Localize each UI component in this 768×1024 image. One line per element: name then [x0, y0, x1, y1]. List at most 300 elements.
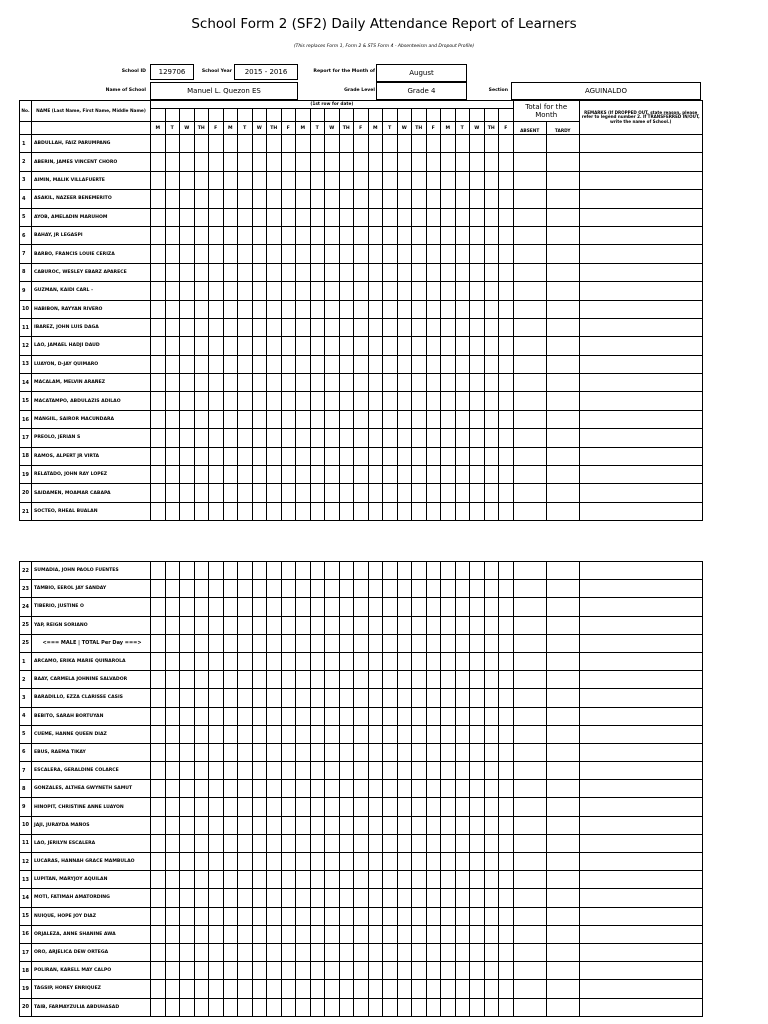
remarks-cell[interactable]: [579, 707, 702, 725]
attendance-cell[interactable]: [470, 962, 485, 980]
attendance-cell[interactable]: [325, 300, 340, 318]
attendance-cell[interactable]: [325, 171, 340, 189]
remarks-cell[interactable]: [579, 135, 702, 153]
attendance-cell[interactable]: [209, 245, 224, 263]
attendance-cell[interactable]: [368, 282, 383, 300]
attendance-cell[interactable]: [455, 780, 470, 798]
attendance-cell[interactable]: [426, 962, 441, 980]
attendance-cell[interactable]: [238, 780, 253, 798]
attendance-cell[interactable]: [296, 190, 311, 208]
attendance-cell[interactable]: [209, 598, 224, 616]
attendance-cell[interactable]: [238, 998, 253, 1016]
attendance-cell[interactable]: [412, 429, 427, 447]
tardy-total-cell[interactable]: [546, 652, 579, 670]
attendance-cell[interactable]: [441, 226, 456, 244]
attendance-cell[interactable]: [441, 998, 456, 1016]
attendance-cell[interactable]: [252, 943, 267, 961]
attendance-cell[interactable]: [354, 171, 369, 189]
attendance-cell[interactable]: [354, 962, 369, 980]
attendance-cell[interactable]: [368, 889, 383, 907]
remarks-cell[interactable]: [579, 447, 702, 465]
attendance-cell[interactable]: [499, 834, 514, 852]
attendance-cell[interactable]: [441, 762, 456, 780]
attendance-cell[interactable]: [470, 337, 485, 355]
attendance-cell[interactable]: [194, 153, 209, 171]
attendance-cell[interactable]: [238, 707, 253, 725]
attendance-cell[interactable]: [209, 889, 224, 907]
attendance-cell[interactable]: [339, 263, 354, 281]
attendance-cell[interactable]: [368, 208, 383, 226]
attendance-cell[interactable]: [426, 598, 441, 616]
attendance-cell[interactable]: [310, 725, 325, 743]
attendance-cell[interactable]: [441, 980, 456, 998]
absent-total-cell[interactable]: [513, 780, 546, 798]
attendance-cell[interactable]: [281, 208, 296, 226]
attendance-cell[interactable]: [151, 135, 166, 153]
attendance-cell[interactable]: [209, 689, 224, 707]
attendance-cell[interactable]: [165, 410, 180, 428]
attendance-cell[interactable]: [426, 634, 441, 652]
attendance-cell[interactable]: [368, 190, 383, 208]
attendance-cell[interactable]: [470, 725, 485, 743]
attendance-cell[interactable]: [441, 263, 456, 281]
attendance-cell[interactable]: [281, 798, 296, 816]
attendance-cell[interactable]: [310, 889, 325, 907]
attendance-cell[interactable]: [281, 889, 296, 907]
attendance-cell[interactable]: [441, 725, 456, 743]
attendance-cell[interactable]: [194, 466, 209, 484]
absent-total-cell[interactable]: [513, 925, 546, 943]
attendance-cell[interactable]: [267, 355, 282, 373]
attendance-cell[interactable]: [165, 907, 180, 925]
attendance-cell[interactable]: [325, 962, 340, 980]
attendance-cell[interactable]: [470, 263, 485, 281]
attendance-cell[interactable]: [223, 374, 238, 392]
attendance-cell[interactable]: [209, 962, 224, 980]
attendance-cell[interactable]: [426, 798, 441, 816]
attendance-cell[interactable]: [252, 355, 267, 373]
attendance-cell[interactable]: [397, 925, 412, 943]
attendance-cell[interactable]: [252, 962, 267, 980]
attendance-cell[interactable]: [281, 374, 296, 392]
attendance-cell[interactable]: [267, 282, 282, 300]
attendance-cell[interactable]: [499, 853, 514, 871]
attendance-cell[interactable]: [383, 337, 398, 355]
attendance-cell[interactable]: [151, 816, 166, 834]
attendance-cell[interactable]: [310, 780, 325, 798]
attendance-cell[interactable]: [194, 502, 209, 520]
attendance-cell[interactable]: [325, 671, 340, 689]
attendance-cell[interactable]: [296, 707, 311, 725]
attendance-cell[interactable]: [325, 226, 340, 244]
attendance-cell[interactable]: [441, 282, 456, 300]
attendance-cell[interactable]: [310, 282, 325, 300]
attendance-cell[interactable]: [354, 300, 369, 318]
attendance-cell[interactable]: [151, 410, 166, 428]
attendance-cell[interactable]: [180, 190, 195, 208]
attendance-cell[interactable]: [180, 743, 195, 761]
attendance-cell[interactable]: [165, 392, 180, 410]
tardy-total-cell[interactable]: [546, 925, 579, 943]
attendance-cell[interactable]: [180, 943, 195, 961]
attendance-cell[interactable]: [281, 392, 296, 410]
tardy-total-cell[interactable]: [546, 980, 579, 998]
attendance-cell[interactable]: [180, 853, 195, 871]
attendance-cell[interactable]: [368, 410, 383, 428]
attendance-cell[interactable]: [151, 634, 166, 652]
attendance-cell[interactable]: [325, 871, 340, 889]
attendance-cell[interactable]: [238, 484, 253, 502]
attendance-cell[interactable]: [223, 580, 238, 598]
attendance-cell[interactable]: [499, 337, 514, 355]
tardy-total-cell[interactable]: [546, 135, 579, 153]
attendance-cell[interactable]: [354, 725, 369, 743]
attendance-cell[interactable]: [397, 190, 412, 208]
tardy-total-cell[interactable]: [546, 410, 579, 428]
attendance-cell[interactable]: [455, 355, 470, 373]
attendance-cell[interactable]: [426, 484, 441, 502]
attendance-cell[interactable]: [281, 634, 296, 652]
attendance-cell[interactable]: [412, 226, 427, 244]
attendance-cell[interactable]: [383, 798, 398, 816]
attendance-cell[interactable]: [412, 355, 427, 373]
attendance-cell[interactable]: [426, 762, 441, 780]
attendance-cell[interactable]: [281, 135, 296, 153]
attendance-cell[interactable]: [455, 798, 470, 816]
attendance-cell[interactable]: [470, 153, 485, 171]
attendance-cell[interactable]: [267, 871, 282, 889]
absent-total-cell[interactable]: [513, 337, 546, 355]
attendance-cell[interactable]: [412, 671, 427, 689]
attendance-cell[interactable]: [426, 980, 441, 998]
remarks-cell[interactable]: [579, 429, 702, 447]
attendance-cell[interactable]: [209, 263, 224, 281]
attendance-cell[interactable]: [354, 652, 369, 670]
attendance-cell[interactable]: [281, 980, 296, 998]
attendance-cell[interactable]: [296, 998, 311, 1016]
attendance-cell[interactable]: [354, 374, 369, 392]
attendance-cell[interactable]: [267, 300, 282, 318]
attendance-cell[interactable]: [281, 616, 296, 634]
date-cell[interactable]: [325, 109, 340, 122]
attendance-cell[interactable]: [368, 980, 383, 998]
attendance-cell[interactable]: [325, 889, 340, 907]
attendance-cell[interactable]: [412, 502, 427, 520]
attendance-cell[interactable]: [484, 208, 499, 226]
attendance-cell[interactable]: [383, 707, 398, 725]
attendance-cell[interactable]: [470, 925, 485, 943]
date-cell[interactable]: [455, 109, 470, 122]
attendance-cell[interactable]: [310, 300, 325, 318]
attendance-cell[interactable]: [383, 318, 398, 336]
attendance-cell[interactable]: [397, 816, 412, 834]
absent-total-cell[interactable]: [513, 318, 546, 336]
attendance-cell[interactable]: [165, 925, 180, 943]
attendance-cell[interactable]: [368, 689, 383, 707]
attendance-cell[interactable]: [180, 598, 195, 616]
attendance-cell[interactable]: [470, 762, 485, 780]
attendance-cell[interactable]: [455, 429, 470, 447]
absent-total-cell[interactable]: [513, 798, 546, 816]
attendance-cell[interactable]: [484, 853, 499, 871]
attendance-cell[interactable]: [412, 925, 427, 943]
attendance-cell[interactable]: [223, 318, 238, 336]
attendance-cell[interactable]: [223, 743, 238, 761]
attendance-cell[interactable]: [151, 226, 166, 244]
attendance-cell[interactable]: [310, 392, 325, 410]
attendance-cell[interactable]: [412, 392, 427, 410]
tardy-total-cell[interactable]: [546, 616, 579, 634]
attendance-cell[interactable]: [238, 762, 253, 780]
attendance-cell[interactable]: [267, 634, 282, 652]
remarks-cell[interactable]: [579, 689, 702, 707]
date-cell[interactable]: [397, 109, 412, 122]
attendance-cell[interactable]: [339, 634, 354, 652]
attendance-cell[interactable]: [209, 671, 224, 689]
attendance-cell[interactable]: [267, 392, 282, 410]
attendance-cell[interactable]: [151, 153, 166, 171]
attendance-cell[interactable]: [499, 466, 514, 484]
attendance-cell[interactable]: [151, 300, 166, 318]
attendance-cell[interactable]: [368, 562, 383, 580]
attendance-cell[interactable]: [281, 907, 296, 925]
attendance-cell[interactable]: [470, 816, 485, 834]
attendance-cell[interactable]: [441, 652, 456, 670]
attendance-cell[interactable]: [397, 153, 412, 171]
attendance-cell[interactable]: [238, 689, 253, 707]
attendance-cell[interactable]: [325, 853, 340, 871]
attendance-cell[interactable]: [223, 889, 238, 907]
attendance-cell[interactable]: [310, 562, 325, 580]
attendance-cell[interactable]: [209, 410, 224, 428]
attendance-cell[interactable]: [223, 263, 238, 281]
attendance-cell[interactable]: [455, 962, 470, 980]
attendance-cell[interactable]: [252, 263, 267, 281]
attendance-cell[interactable]: [441, 889, 456, 907]
attendance-cell[interactable]: [354, 447, 369, 465]
attendance-cell[interactable]: [383, 429, 398, 447]
attendance-cell[interactable]: [296, 502, 311, 520]
attendance-cell[interactable]: [252, 725, 267, 743]
attendance-cell[interactable]: [223, 190, 238, 208]
attendance-cell[interactable]: [455, 300, 470, 318]
attendance-cell[interactable]: [397, 447, 412, 465]
attendance-cell[interactable]: [455, 562, 470, 580]
attendance-cell[interactable]: [484, 598, 499, 616]
attendance-cell[interactable]: [296, 598, 311, 616]
attendance-cell[interactable]: [383, 689, 398, 707]
attendance-cell[interactable]: [209, 153, 224, 171]
attendance-cell[interactable]: [209, 943, 224, 961]
tardy-total-cell[interactable]: [546, 208, 579, 226]
attendance-cell[interactable]: [151, 980, 166, 998]
attendance-cell[interactable]: [484, 616, 499, 634]
attendance-cell[interactable]: [165, 798, 180, 816]
attendance-cell[interactable]: [499, 943, 514, 961]
attendance-cell[interactable]: [296, 226, 311, 244]
attendance-cell[interactable]: [484, 318, 499, 336]
attendance-cell[interactable]: [484, 153, 499, 171]
absent-total-cell[interactable]: [513, 226, 546, 244]
attendance-cell[interactable]: [238, 962, 253, 980]
attendance-cell[interactable]: [209, 355, 224, 373]
attendance-cell[interactable]: [412, 853, 427, 871]
remarks-cell[interactable]: [579, 245, 702, 263]
attendance-cell[interactable]: [368, 135, 383, 153]
attendance-cell[interactable]: [151, 502, 166, 520]
remarks-cell[interactable]: [579, 598, 702, 616]
attendance-cell[interactable]: [209, 226, 224, 244]
attendance-cell[interactable]: [455, 153, 470, 171]
attendance-cell[interactable]: [165, 980, 180, 998]
attendance-cell[interactable]: [151, 652, 166, 670]
attendance-cell[interactable]: [151, 689, 166, 707]
attendance-cell[interactable]: [383, 634, 398, 652]
attendance-cell[interactable]: [397, 652, 412, 670]
attendance-cell[interactable]: [310, 337, 325, 355]
attendance-cell[interactable]: [209, 171, 224, 189]
attendance-cell[interactable]: [499, 634, 514, 652]
attendance-cell[interactable]: [296, 743, 311, 761]
attendance-cell[interactable]: [310, 171, 325, 189]
attendance-cell[interactable]: [484, 652, 499, 670]
attendance-cell[interactable]: [151, 925, 166, 943]
attendance-cell[interactable]: [484, 447, 499, 465]
attendance-cell[interactable]: [383, 484, 398, 502]
attendance-cell[interactable]: [441, 484, 456, 502]
attendance-cell[interactable]: [223, 355, 238, 373]
attendance-cell[interactable]: [354, 484, 369, 502]
attendance-cell[interactable]: [383, 410, 398, 428]
attendance-cell[interactable]: [209, 925, 224, 943]
attendance-cell[interactable]: [281, 318, 296, 336]
attendance-cell[interactable]: [368, 598, 383, 616]
attendance-cell[interactable]: [252, 743, 267, 761]
attendance-cell[interactable]: [383, 374, 398, 392]
attendance-cell[interactable]: [484, 580, 499, 598]
attendance-cell[interactable]: [296, 762, 311, 780]
attendance-cell[interactable]: [238, 466, 253, 484]
attendance-cell[interactable]: [267, 502, 282, 520]
tardy-total-cell[interactable]: [546, 562, 579, 580]
attendance-cell[interactable]: [310, 616, 325, 634]
attendance-cell[interactable]: [267, 762, 282, 780]
attendance-cell[interactable]: [412, 834, 427, 852]
attendance-cell[interactable]: [281, 562, 296, 580]
attendance-cell[interactable]: [252, 671, 267, 689]
tardy-total-cell[interactable]: [546, 466, 579, 484]
attendance-cell[interactable]: [470, 226, 485, 244]
attendance-cell[interactable]: [441, 466, 456, 484]
attendance-cell[interactable]: [296, 943, 311, 961]
attendance-cell[interactable]: [151, 671, 166, 689]
absent-total-cell[interactable]: [513, 410, 546, 428]
tardy-total-cell[interactable]: [546, 743, 579, 761]
attendance-cell[interactable]: [354, 889, 369, 907]
attendance-cell[interactable]: [470, 502, 485, 520]
attendance-cell[interactable]: [209, 466, 224, 484]
attendance-cell[interactable]: [383, 671, 398, 689]
attendance-cell[interactable]: [223, 762, 238, 780]
attendance-cell[interactable]: [412, 962, 427, 980]
attendance-cell[interactable]: [441, 780, 456, 798]
attendance-cell[interactable]: [455, 410, 470, 428]
attendance-cell[interactable]: [441, 410, 456, 428]
attendance-cell[interactable]: [354, 598, 369, 616]
attendance-cell[interactable]: [180, 889, 195, 907]
date-cell[interactable]: [296, 109, 311, 122]
date-cell[interactable]: [281, 109, 296, 122]
attendance-cell[interactable]: [180, 171, 195, 189]
attendance-cell[interactable]: [470, 190, 485, 208]
remarks-cell[interactable]: [579, 484, 702, 502]
absent-total-cell[interactable]: [513, 998, 546, 1016]
attendance-cell[interactable]: [397, 598, 412, 616]
attendance-cell[interactable]: [267, 190, 282, 208]
attendance-cell[interactable]: [455, 226, 470, 244]
attendance-cell[interactable]: [267, 943, 282, 961]
absent-total-cell[interactable]: [513, 707, 546, 725]
attendance-cell[interactable]: [281, 502, 296, 520]
attendance-cell[interactable]: [281, 871, 296, 889]
attendance-cell[interactable]: [296, 245, 311, 263]
attendance-cell[interactable]: [252, 762, 267, 780]
tardy-total-cell[interactable]: [546, 392, 579, 410]
attendance-cell[interactable]: [339, 980, 354, 998]
attendance-cell[interactable]: [484, 355, 499, 373]
attendance-cell[interactable]: [354, 135, 369, 153]
attendance-cell[interactable]: [151, 374, 166, 392]
attendance-cell[interactable]: [397, 410, 412, 428]
attendance-cell[interactable]: [455, 135, 470, 153]
attendance-cell[interactable]: [151, 780, 166, 798]
attendance-cell[interactable]: [426, 171, 441, 189]
attendance-cell[interactable]: [281, 998, 296, 1016]
attendance-cell[interactable]: [252, 907, 267, 925]
attendance-cell[interactable]: [383, 780, 398, 798]
attendance-cell[interactable]: [267, 135, 282, 153]
attendance-cell[interactable]: [180, 871, 195, 889]
attendance-cell[interactable]: [310, 943, 325, 961]
attendance-cell[interactable]: [354, 762, 369, 780]
attendance-cell[interactable]: [209, 580, 224, 598]
attendance-cell[interactable]: [412, 263, 427, 281]
attendance-cell[interactable]: [180, 762, 195, 780]
attendance-cell[interactable]: [151, 707, 166, 725]
attendance-cell[interactable]: [397, 300, 412, 318]
attendance-cell[interactable]: [339, 562, 354, 580]
attendance-cell[interactable]: [325, 562, 340, 580]
attendance-cell[interactable]: [397, 484, 412, 502]
attendance-cell[interactable]: [397, 429, 412, 447]
attendance-cell[interactable]: [339, 652, 354, 670]
absent-total-cell[interactable]: [513, 962, 546, 980]
attendance-cell[interactable]: [383, 392, 398, 410]
attendance-cell[interactable]: [354, 798, 369, 816]
attendance-cell[interactable]: [383, 743, 398, 761]
attendance-cell[interactable]: [180, 466, 195, 484]
attendance-cell[interactable]: [426, 318, 441, 336]
attendance-cell[interactable]: [238, 226, 253, 244]
tardy-total-cell[interactable]: [546, 263, 579, 281]
attendance-cell[interactable]: [252, 598, 267, 616]
remarks-cell[interactable]: [579, 907, 702, 925]
attendance-cell[interactable]: [397, 226, 412, 244]
attendance-cell[interactable]: [194, 962, 209, 980]
attendance-cell[interactable]: [368, 245, 383, 263]
attendance-cell[interactable]: [310, 962, 325, 980]
date-cell[interactable]: [426, 109, 441, 122]
